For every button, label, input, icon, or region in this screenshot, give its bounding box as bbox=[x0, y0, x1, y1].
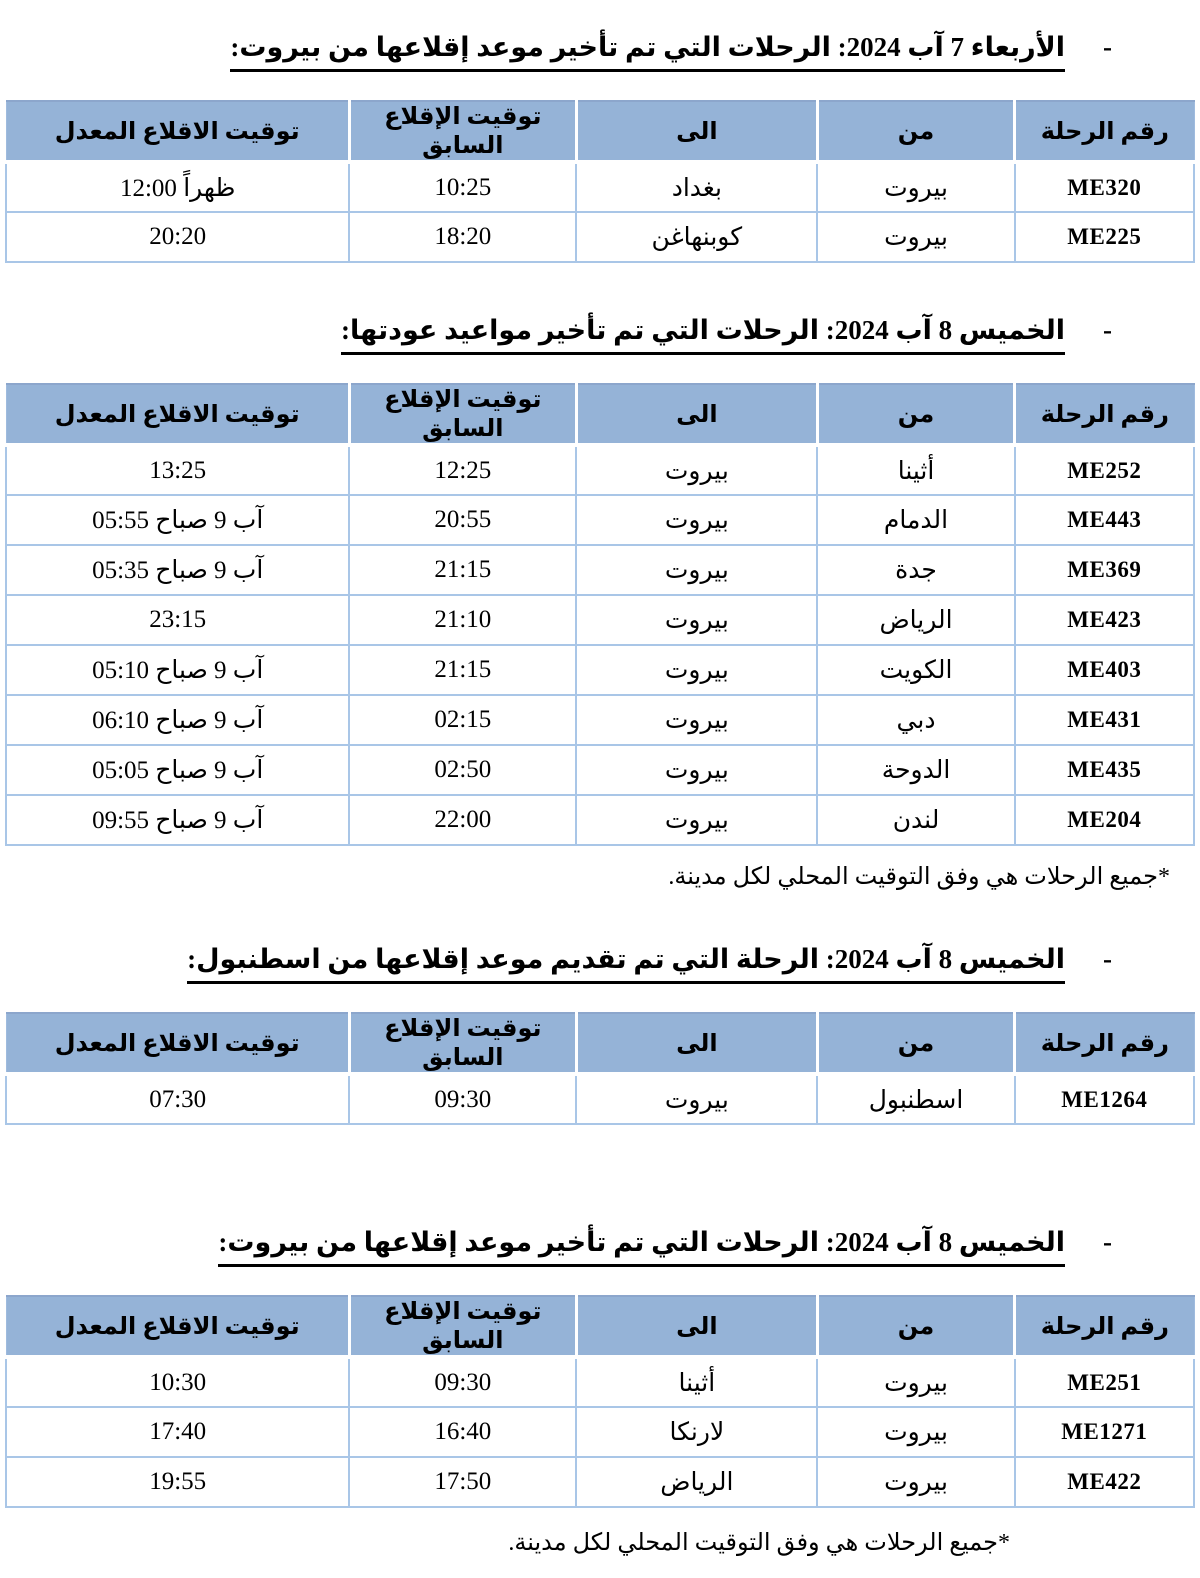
flight-table-wed-aug7 bbox=[5, 100, 1195, 263]
section-thu-aug8-istanbul-advanced bbox=[0, 942, 1200, 1125]
title-text: الخميس 8 آب 2024: الرحلات التي تم تأخير مواعيد عودتها: bbox=[341, 313, 1065, 355]
table-cell: بغداد bbox=[576, 162, 817, 212]
header-cell: من bbox=[817, 1296, 1014, 1357]
table-cell: الرياض bbox=[817, 595, 1014, 645]
table-cell: بيروت bbox=[576, 695, 817, 745]
table-cell: 10:30 bbox=[6, 1357, 349, 1407]
section-title bbox=[0, 942, 1200, 984]
table-cell: 21:15 bbox=[349, 645, 576, 695]
section-thu-aug8-return-delays bbox=[0, 313, 1200, 892]
flight-number-cell: ME423 bbox=[1015, 595, 1194, 645]
header-cell: الى bbox=[576, 1013, 817, 1074]
table-cell: 18:20 bbox=[349, 212, 576, 262]
flight-table-istanbul bbox=[5, 1012, 1195, 1125]
table-cell: بيروت bbox=[576, 745, 817, 795]
header-cell: من bbox=[817, 101, 1014, 162]
header-cell: توقيت الإقلاع السابق bbox=[349, 1296, 576, 1357]
table-cell: 12:00 ظهراً bbox=[6, 162, 349, 212]
table-cell: 05:10 صباح‎ 9‎ آب bbox=[6, 645, 349, 695]
header-cell: من bbox=[817, 384, 1014, 445]
header-cell: رقم الرحلة bbox=[1015, 1296, 1194, 1357]
table-row bbox=[6, 795, 1194, 845]
table-cell: 20:55 bbox=[349, 495, 576, 545]
flight-number-cell: ME204 bbox=[1015, 795, 1194, 845]
header-cell: الى bbox=[576, 384, 817, 445]
flight-table-thu-aug8-beirut bbox=[5, 1295, 1195, 1508]
section-wed-aug7-beirut-delays bbox=[0, 30, 1200, 263]
section-thu-aug8-beirut-delays bbox=[0, 1225, 1200, 1558]
table-cell: 12:25 bbox=[349, 445, 576, 495]
table-cell: 05:35 صباح‎ 9‎ آب bbox=[6, 545, 349, 595]
table-cell: 05:55 صباح‎ 9‎ آب bbox=[6, 495, 349, 545]
table-cell: الرياض bbox=[576, 1457, 817, 1507]
header-row bbox=[6, 101, 1194, 162]
table-cell: لندن bbox=[817, 795, 1014, 845]
section-title bbox=[0, 30, 1200, 72]
title-bullet: - bbox=[1103, 315, 1112, 346]
table-cell: 10:25 bbox=[349, 162, 576, 212]
flight-number-cell: ME435 bbox=[1015, 745, 1194, 795]
header-cell: توقيت الاقلاع المعدل bbox=[6, 1296, 349, 1357]
table-cell: بيروت bbox=[576, 495, 817, 545]
table-cell: 13:25 bbox=[6, 445, 349, 495]
table-cell: أثينا bbox=[576, 1357, 817, 1407]
table-cell: لارنكا bbox=[576, 1407, 817, 1457]
table-cell: 17:40 bbox=[6, 1407, 349, 1457]
header-cell: توقيت الإقلاع السابق bbox=[349, 384, 576, 445]
header-cell: الى bbox=[576, 1296, 817, 1357]
table-row bbox=[6, 212, 1194, 262]
flight-table-thu-aug8-returns bbox=[5, 383, 1195, 846]
table-cell: بيروت bbox=[817, 212, 1014, 262]
table-cell: بيروت bbox=[576, 545, 817, 595]
header-cell: رقم الرحلة bbox=[1015, 1013, 1194, 1074]
table-cell: 02:15 bbox=[349, 695, 576, 745]
table-cell: 16:40 bbox=[349, 1407, 576, 1457]
table-cell: 06:10 صباح‎ 9‎ آب bbox=[6, 695, 349, 745]
header-cell: توقيت الاقلاع المعدل bbox=[6, 384, 349, 445]
table-cell: بيروت bbox=[576, 445, 817, 495]
title-bullet: - bbox=[1103, 1227, 1112, 1258]
table-cell: بيروت bbox=[576, 1074, 817, 1124]
flight-number-cell: ME320 bbox=[1015, 162, 1194, 212]
flight-number-cell: ME1271 bbox=[1015, 1407, 1194, 1457]
table-cell: الدمام bbox=[817, 495, 1014, 545]
table-row bbox=[6, 545, 1194, 595]
flight-number-cell: ME422 bbox=[1015, 1457, 1194, 1507]
table-cell: أثينا bbox=[817, 445, 1014, 495]
header-cell: توقيت الاقلاع المعدل bbox=[6, 101, 349, 162]
flight-number-cell: ME431 bbox=[1015, 695, 1194, 745]
header-row bbox=[6, 1296, 1194, 1357]
table-row bbox=[6, 1407, 1194, 1457]
table-row bbox=[6, 1457, 1194, 1507]
table-cell: بيروت bbox=[576, 595, 817, 645]
header-cell: رقم الرحلة bbox=[1015, 384, 1194, 445]
title-bullet: - bbox=[1103, 32, 1112, 62]
header-cell: توقيت الاقلاع المعدل bbox=[6, 1013, 349, 1074]
table-cell: 21:10 bbox=[349, 595, 576, 645]
table-row bbox=[6, 1074, 1194, 1124]
flight-number-cell: ME403 bbox=[1015, 645, 1194, 695]
title-text: الخميس 8 آب 2024: الرحلات التي تم تأخير موعد إقلاعها من بيروت: bbox=[218, 1225, 1065, 1267]
table-cell: جدة bbox=[817, 545, 1014, 595]
table-cell: 02:50 bbox=[349, 745, 576, 795]
local-time-note: *جميع الرحلات هي وفق التوقيت المحلي لكل مدينة. bbox=[668, 864, 1170, 891]
table-row bbox=[6, 1357, 1194, 1407]
table-cell: 17:50 bbox=[349, 1457, 576, 1507]
header-cell: توقيت الإقلاع السابق bbox=[349, 101, 576, 162]
table-row bbox=[6, 695, 1194, 745]
table-cell: بيروت bbox=[817, 1357, 1014, 1407]
flight-number-cell: ME225 bbox=[1015, 212, 1194, 262]
table-cell: 09:30 bbox=[349, 1357, 576, 1407]
header-row bbox=[6, 1013, 1194, 1074]
table-row bbox=[6, 745, 1194, 795]
table-row bbox=[6, 162, 1194, 212]
table-cell: الكويت bbox=[817, 645, 1014, 695]
table-cell: 05:05 صباح‎ 9‎ آب bbox=[6, 745, 349, 795]
header-cell: توقيت الإقلاع السابق bbox=[349, 1013, 576, 1074]
flight-number-cell: ME1264 bbox=[1015, 1074, 1194, 1124]
section-title bbox=[0, 1225, 1200, 1267]
local-time-note: *جميع الرحلات هي وفق التوقيت المحلي لكل مدينة. bbox=[508, 1530, 1010, 1557]
section-title bbox=[0, 313, 1200, 355]
table-cell: 22:00 bbox=[349, 795, 576, 845]
title-text: الخميس 8 آب 2024: الرحلة التي تم تقديم موعد إقلاعها من اسطنبول: bbox=[187, 942, 1065, 984]
table-cell: بيروت bbox=[817, 1457, 1014, 1507]
table-cell: الدوحة bbox=[817, 745, 1014, 795]
table-cell: 20:20 bbox=[6, 212, 349, 262]
table-row bbox=[6, 495, 1194, 545]
header-cell: من bbox=[817, 1013, 1014, 1074]
table-cell: بيروت bbox=[576, 795, 817, 845]
table-cell: 21:15 bbox=[349, 545, 576, 595]
title-text: الأربعاء 7 آب 2024: الرحلات التي تم تأخير موعد إقلاعها من بيروت: bbox=[230, 30, 1065, 72]
flight-number-cell: ME443 bbox=[1015, 495, 1194, 545]
flight-number-cell: ME369 bbox=[1015, 545, 1194, 595]
header-row bbox=[6, 384, 1194, 445]
table-row bbox=[6, 645, 1194, 695]
table-cell: كوبنهاغن bbox=[576, 212, 817, 262]
table-row bbox=[6, 445, 1194, 495]
table-cell: اسطنبول bbox=[817, 1074, 1014, 1124]
header-cell: الى bbox=[576, 101, 817, 162]
table-cell: دبي bbox=[817, 695, 1014, 745]
table-cell: 19:55 bbox=[6, 1457, 349, 1507]
table-cell: بيروت bbox=[576, 645, 817, 695]
table-cell: 23:15 bbox=[6, 595, 349, 645]
table-cell: 09:30 bbox=[349, 1074, 576, 1124]
table-cell: 09:55 صباح‎ 9‎ آب bbox=[6, 795, 349, 845]
header-cell: رقم الرحلة bbox=[1015, 101, 1194, 162]
title-bullet: - bbox=[1103, 944, 1112, 975]
table-cell: بيروت bbox=[817, 1407, 1014, 1457]
flight-number-cell: ME252 bbox=[1015, 445, 1194, 495]
flight-number-cell: ME251 bbox=[1015, 1357, 1194, 1407]
table-cell: 07:30 bbox=[6, 1074, 349, 1124]
table-cell: بيروت bbox=[817, 162, 1014, 212]
table-row bbox=[6, 595, 1194, 645]
